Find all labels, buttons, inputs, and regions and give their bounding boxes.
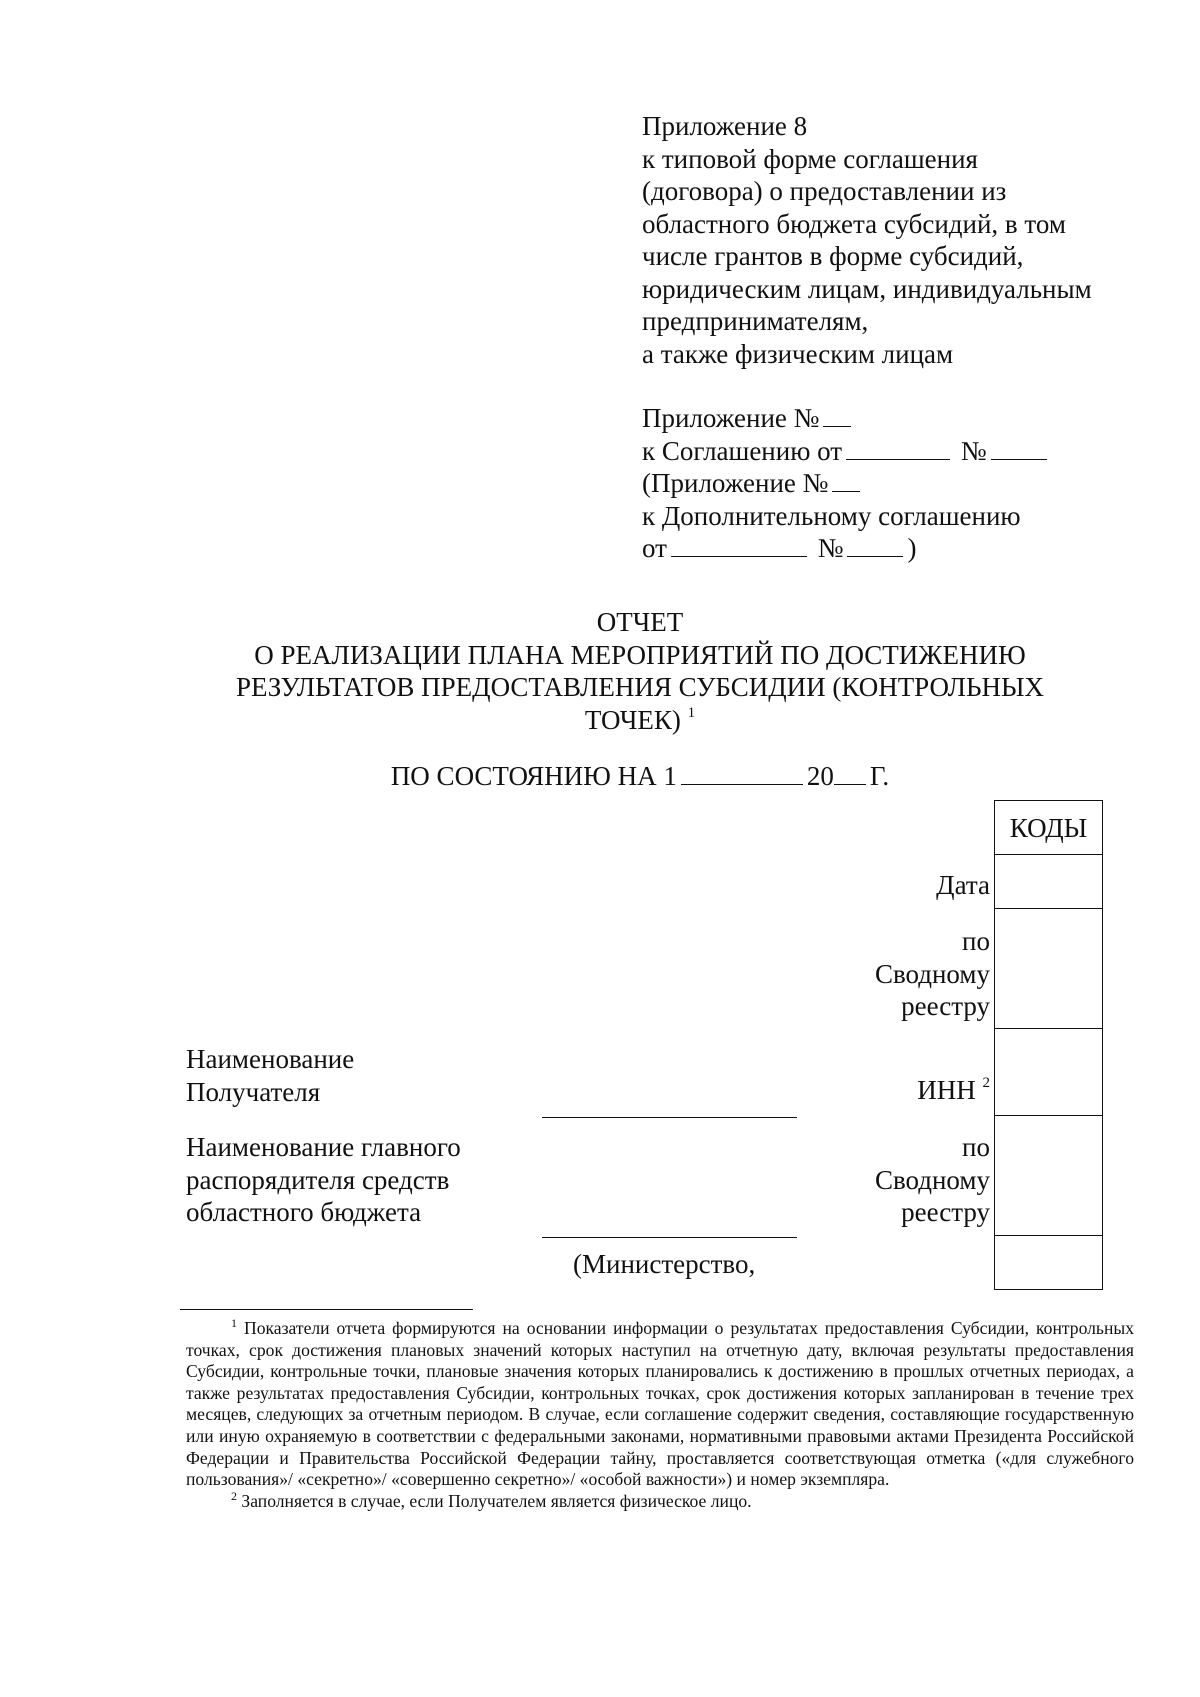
- code-label-date: Дата: [936, 870, 990, 900]
- recipient-label-line: Наименование: [186, 1044, 355, 1074]
- manager-label-line: распорядителя средств: [186, 1164, 450, 1195]
- code-cell-ministry[interactable]: [995, 1236, 1102, 1289]
- inn-label-text: ИНН: [917, 1075, 976, 1105]
- code-cell-inn[interactable]: [995, 1029, 1102, 1116]
- supplement-appendix-blank[interactable]: [832, 469, 860, 492]
- code-cell-register-2[interactable]: [995, 1116, 1102, 1236]
- appendix-line: а также физическим лицам: [642, 338, 954, 369]
- footnote-separator: [180, 1309, 473, 1310]
- appendix-number-label: Приложение №: [642, 403, 820, 433]
- agreement-ref-line: к Дополнительному соглашению: [642, 500, 1021, 531]
- appendix-line: Приложение 8: [642, 111, 808, 141]
- as-of-suffix: Г.: [869, 761, 890, 791]
- code-label-register-1: [875, 925, 990, 1023]
- agreement-date-blank[interactable]: [846, 437, 950, 460]
- manager-fill-line[interactable]: [542, 1237, 797, 1238]
- recipient-label: [186, 1043, 354, 1108]
- appendix-number-blank[interactable]: [823, 404, 851, 427]
- title-line: РЕЗУЛЬТАТОВ ПРЕДОСТАВЛЕНИЯ СУБСИДИИ (КОНТРОЛЬНЫХ: [235, 672, 1045, 702]
- footnote-1-mark: 1: [231, 1316, 237, 1330]
- register-label-line: Сводному: [874, 1164, 990, 1195]
- report-title: [160, 606, 1120, 736]
- supplement-appendix-label: (Приложение №: [642, 468, 829, 498]
- manager-label: [186, 1131, 461, 1229]
- register-label-line: реестру: [901, 991, 990, 1021]
- appendix-line: юридическим лицам, индивидуальным: [642, 273, 1092, 304]
- supplement-date-blank[interactable]: [671, 534, 807, 557]
- manager-label-line: областного бюджета: [186, 1197, 422, 1227]
- appendix-line: числе грантов в форме субсидий,: [642, 241, 1024, 271]
- register-label-line: Сводному: [874, 958, 990, 989]
- footnote-1: [186, 1318, 1134, 1491]
- title-line: [160, 704, 1120, 737]
- agreement-ref-line: [642, 402, 1162, 435]
- footnote-1-text: Показатели отчета формируются на основании информации о результатах предоставления Субсидии, контрольных точках, срок достижения плановых значений которых наступил на отчетную дату, включая результаты предоставления Субсидии, контрольные точки, плановые значения которых планировались к достижению в прошлых отчетных периодах, а также результатах предоставления Субсидии, контрольных точках, срок достижения которых запланирован в течение трех месяцев, следующих за отчетным периодом. В случае, если соглашение содержит сведения, составляющие государственную или иную охраняемую в соответствии с федеральными законами, нормативными правовыми актами Президента Российской Федерации и Правительства Российской Федерации тайну, проставляется соответствующая отметка («для служебного пользования»/ «секретно»/ «совершенно секретно»/ «особой важности») и номер экземпляра.: [186, 1318, 1134, 1490]
- code-label-register-2: [875, 1131, 990, 1229]
- title-line: ОТЧЕТ: [596, 607, 684, 637]
- agreement-number-label: №: [960, 435, 987, 466]
- as-of-date: [160, 760, 1120, 792]
- footnote-ref-1: 1: [687, 704, 696, 721]
- recipient-label-line: Получателя: [186, 1076, 321, 1107]
- codes-table: [994, 800, 1103, 1290]
- codes-header: КОДЫ: [995, 801, 1102, 855]
- agreement-ref-line: [642, 467, 1162, 500]
- as-of-month-blank[interactable]: [681, 762, 803, 785]
- agreement-ref-line: [642, 532, 1162, 565]
- closing-paren: ): [907, 533, 917, 563]
- agreement-date-label: к Соглашению от: [642, 435, 843, 466]
- ministry-label: (Министерство,: [573, 1249, 756, 1279]
- code-cell-register-1[interactable]: [995, 909, 1102, 1029]
- register-label-line: реестру: [901, 1197, 990, 1227]
- footnote-2-text: Заполняется в случае, если Получателем является физическое лицо.: [241, 1490, 752, 1511]
- supplement-number-label: №: [817, 533, 844, 563]
- appendix-line: к типовой форме соглашения: [642, 143, 978, 174]
- code-cell-date[interactable]: [995, 855, 1102, 909]
- appendix-line: (договора) о предоставлении из: [642, 176, 1007, 206]
- appendix-line: предпринимателям,: [642, 306, 869, 336]
- as-of-year-blank[interactable]: [834, 762, 866, 785]
- code-label-inn: [917, 1074, 990, 1107]
- appendix-header: [642, 110, 1162, 370]
- register-label-line: по: [962, 1132, 990, 1162]
- footnote-2-mark: 2: [231, 1488, 237, 1503]
- manager-label-line: Наименование главного: [186, 1132, 461, 1162]
- footnote-2: [186, 1488, 1134, 1513]
- agreement-number-blank[interactable]: [991, 437, 1047, 460]
- title-line-text: ТОЧЕК): [584, 704, 681, 735]
- footnote-ref-2: 2: [982, 1075, 990, 1091]
- footnotes: [186, 1318, 1134, 1512]
- register-label-line: по: [962, 926, 990, 956]
- supplement-number-blank[interactable]: [847, 534, 903, 557]
- supplement-date-label: от: [642, 533, 667, 563]
- as-of-prefix: ПО СОСТОЯНИЮ НА 1: [390, 761, 677, 791]
- appendix-line: областного бюджета субсидий, в том: [642, 208, 1066, 239]
- title-line: О РЕАЛИЗАЦИИ ПЛАНА МЕРОПРИЯТИЙ ПО ДОСТИЖЕНИЮ: [254, 639, 1026, 670]
- recipient-fill-line[interactable]: [542, 1117, 797, 1118]
- agreement-ref-line: [642, 435, 1162, 468]
- agreement-reference: [642, 402, 1162, 565]
- as-of-year-prefix: 20: [806, 761, 834, 791]
